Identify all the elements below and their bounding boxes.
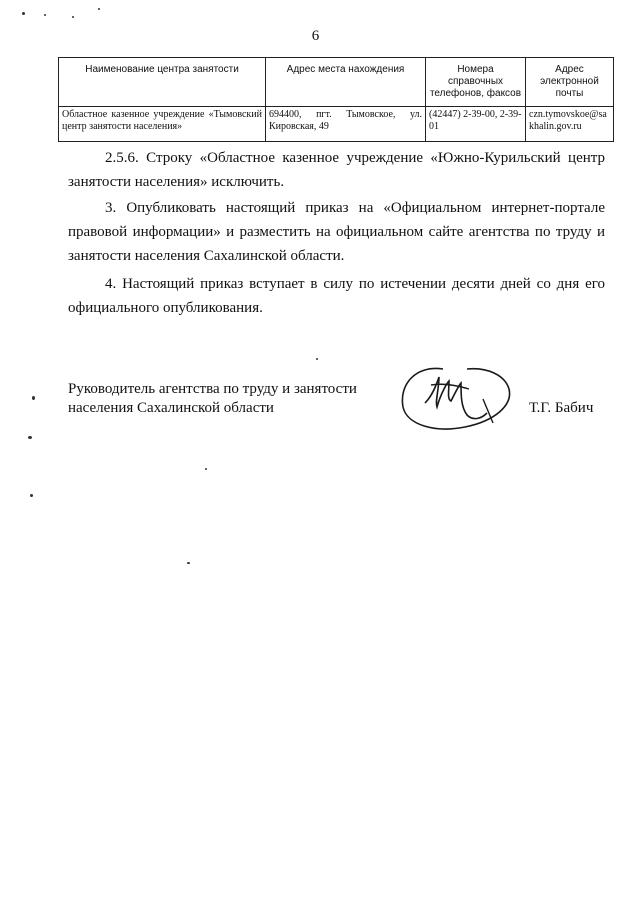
scan-speck bbox=[187, 562, 190, 564]
page-number: 6 bbox=[311, 28, 320, 44]
scan-speck bbox=[205, 468, 207, 470]
paragraph-text: 3. Опубликовать настоящий приказ на «Официальном интернет-портале правовой информации» и разместить на официальном сайте агентства по труду и занятости населения Сахалинской области. bbox=[68, 200, 605, 264]
table-header-row bbox=[59, 58, 614, 107]
scan-speck bbox=[28, 436, 32, 439]
scan-speck bbox=[32, 396, 35, 400]
table-row bbox=[59, 107, 614, 142]
header-email: Адрес электронной почты bbox=[526, 58, 614, 107]
paragraph-text: 4. Настоящий приказ вступает в силу по истечении десяти дней со дня его официального опубликования. bbox=[68, 276, 605, 316]
signatory-position-line-1: Руководитель агентства по труду и занятости bbox=[68, 381, 357, 397]
header-phones: Номера справочных телефонов, факсов bbox=[426, 58, 526, 107]
paragraph-text: 2.5.6. Строку «Областное казенное учреждение «Южно-Курильский центр занятости населения» исключить. bbox=[68, 150, 605, 190]
employment-centers-table bbox=[58, 57, 614, 142]
scan-speck bbox=[44, 14, 46, 16]
scan-speck bbox=[30, 494, 33, 497]
scan-speck bbox=[72, 16, 74, 18]
cell-center-name: Областное казенное учреждение «Тымовский центр занятости населения» bbox=[59, 107, 266, 142]
paragraph-2-5-6 bbox=[68, 146, 605, 194]
scan-speck bbox=[316, 358, 318, 360]
paragraph-3 bbox=[68, 196, 605, 268]
signatory-position bbox=[68, 380, 357, 418]
cell-phones: (42447) 2-39-00, 2-39-01 bbox=[426, 107, 526, 142]
signatory-name: Т.Г. Бабич bbox=[529, 400, 594, 416]
header-center-name: Наименование центра занятости bbox=[59, 58, 266, 107]
scan-speck bbox=[22, 12, 25, 15]
signatory-position-line-2: населения Сахалинской области bbox=[68, 400, 274, 416]
cell-address: 694400, пгт. Тымовское, ул. Кировская, 49 bbox=[266, 107, 426, 142]
paragraph-4 bbox=[68, 272, 605, 320]
header-address: Адрес места нахождения bbox=[266, 58, 426, 107]
scan-speck bbox=[98, 8, 100, 10]
cell-email: czn.tymovskoe@sakhalin.gov.ru bbox=[526, 107, 614, 142]
handwritten-signature bbox=[395, 355, 520, 435]
